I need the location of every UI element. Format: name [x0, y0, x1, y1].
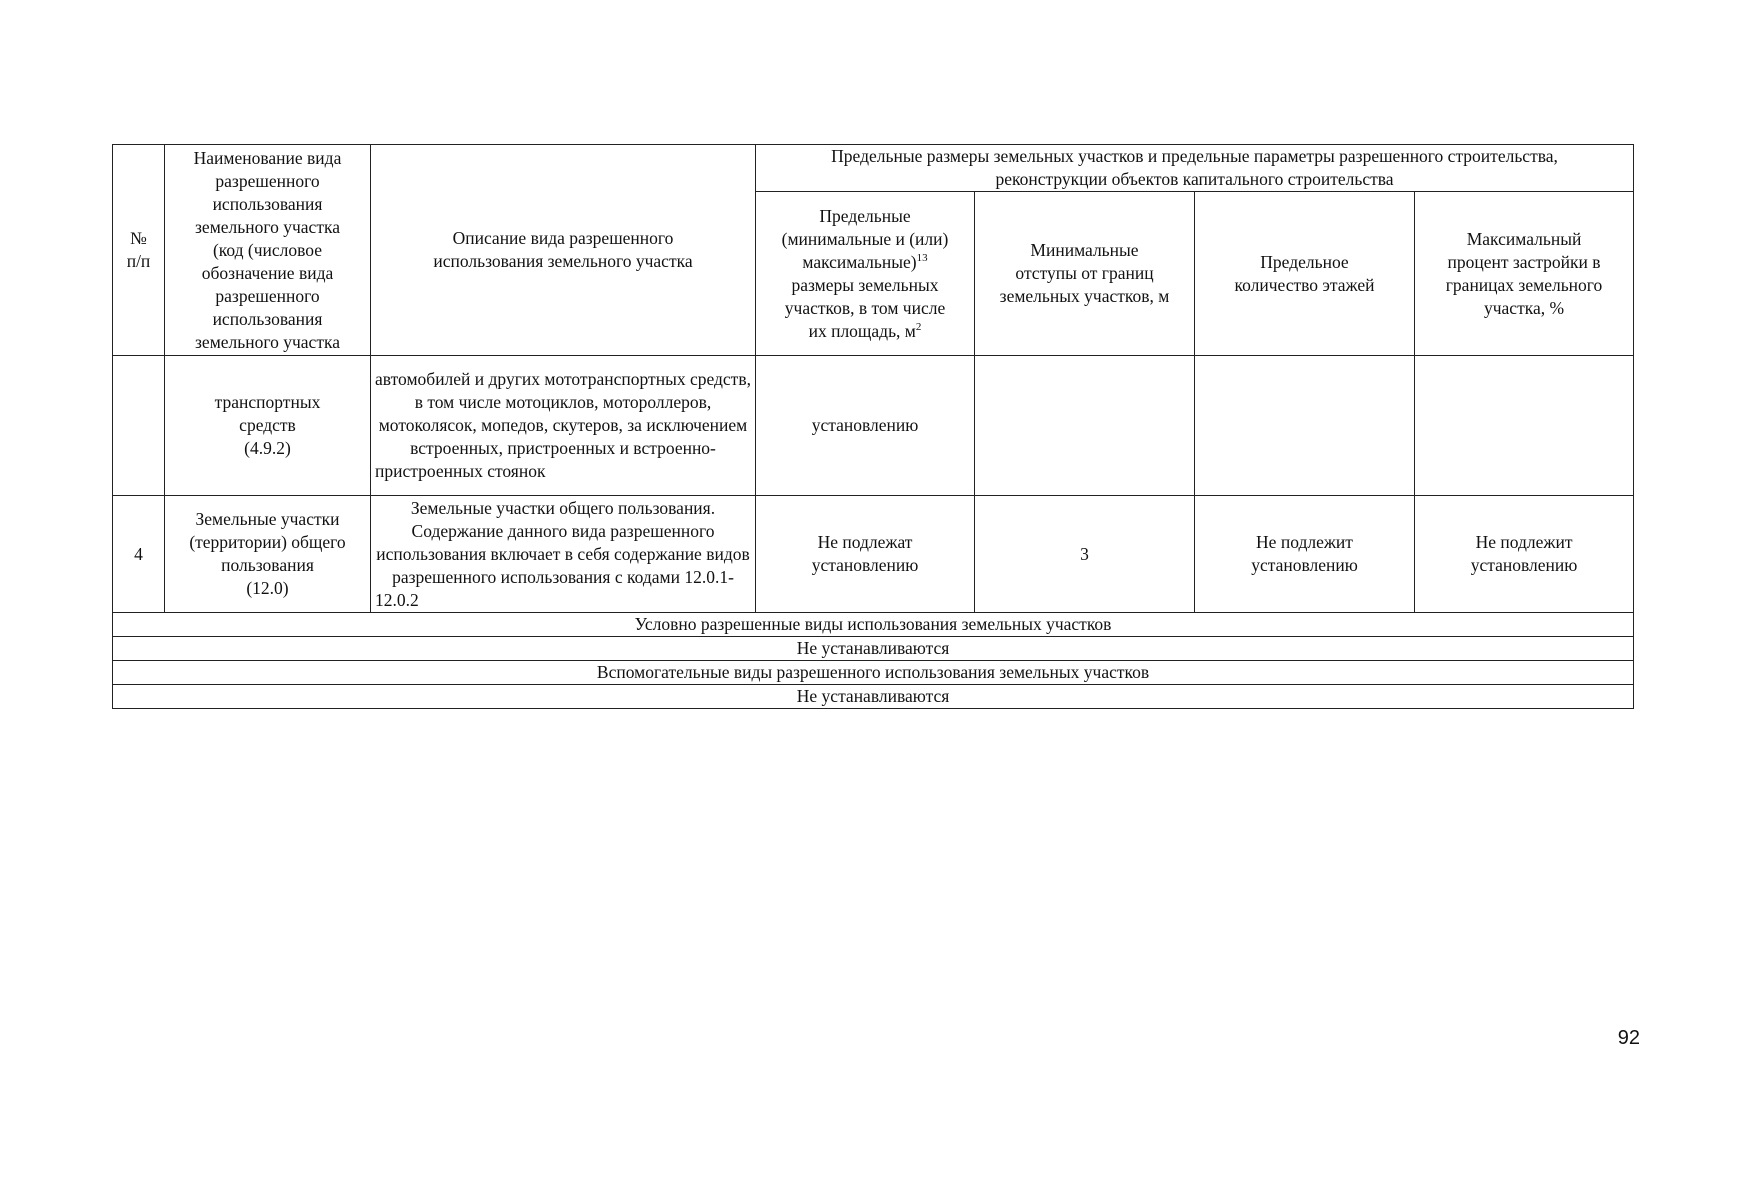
cell-num: 4 [113, 496, 165, 613]
conditional-value: Не устанавливаются [113, 637, 1634, 661]
header-group: Предельные размеры земельных участков и предельные параметры разрешенного строительства, реконструкции объектов капитального строительства [756, 145, 1634, 192]
cell-size: установлению [756, 356, 975, 496]
header-size-unit-sup: 2 [915, 320, 922, 333]
header-description: Описание вида разрешенного использования земельного участка [371, 145, 756, 356]
cell-setback [975, 356, 1195, 496]
cell-size: Не подлежат установлению [756, 496, 975, 613]
cell-description: Земельные участки общего пользования. Содержание данного вида разрешенного использования включает в себя содержание видов разрешенного использования с кодами 12.0.1-12.0.2 [371, 496, 756, 613]
cell-description: автомобилей и других мототранспортных средств, в том числе мотоциклов, мотороллеров, мотоколясок, мопедов, скутеров, за исключением встроенных, пристроенных и встроенно-пристроенных стоянок [371, 356, 756, 496]
header-percent: Максимальный процент застройки в границах земельного участка, % [1415, 192, 1634, 356]
table-row-4 [113, 496, 1634, 613]
table-row-continued [113, 356, 1634, 496]
header-num: № п/п [113, 145, 165, 356]
cell-num [113, 356, 165, 496]
cell-percent: Не подлежит установлению [1415, 496, 1634, 613]
conditional-value-row [113, 637, 1634, 661]
conditional-heading: Условно разрешенные виды использования земельных участков [113, 613, 1634, 637]
auxiliary-value: Не устанавливаются [113, 685, 1634, 709]
land-use-table [112, 144, 1634, 709]
auxiliary-heading: Вспомогательные виды разрешенного использования земельных участков [113, 661, 1634, 685]
header-size [756, 192, 975, 356]
cell-name: транспортных средств (4.9.2) [165, 356, 371, 496]
header-name: Наименование вида разрешенного использования земельного участка (код (числовое обозначение вида разрешенного использования земельного участка [165, 145, 371, 356]
header-size-text-1: Предельные (минимальные и (или) максимальные) [781, 205, 949, 272]
cell-percent [1415, 356, 1634, 496]
conditional-heading-row [113, 613, 1634, 637]
header-row-1 [113, 145, 1634, 192]
header-size-text-2: размеры земельных участков, в том числе их площадь, м [784, 274, 946, 341]
cell-floors: Не подлежит установлению [1195, 496, 1415, 613]
header-size-footnote: 13 [916, 251, 928, 264]
cell-setback: 3 [975, 496, 1195, 613]
auxiliary-heading-row [113, 661, 1634, 685]
header-floors: Предельное количество этажей [1195, 192, 1415, 356]
cell-floors [1195, 356, 1415, 496]
header-setback: Минимальные отступы от границ земельных участков, м [975, 192, 1195, 356]
cell-name: Земельные участки (территории) общего пользования (12.0) [165, 496, 371, 613]
page-number: 92 [1617, 1027, 1640, 1049]
auxiliary-value-row [113, 685, 1634, 709]
